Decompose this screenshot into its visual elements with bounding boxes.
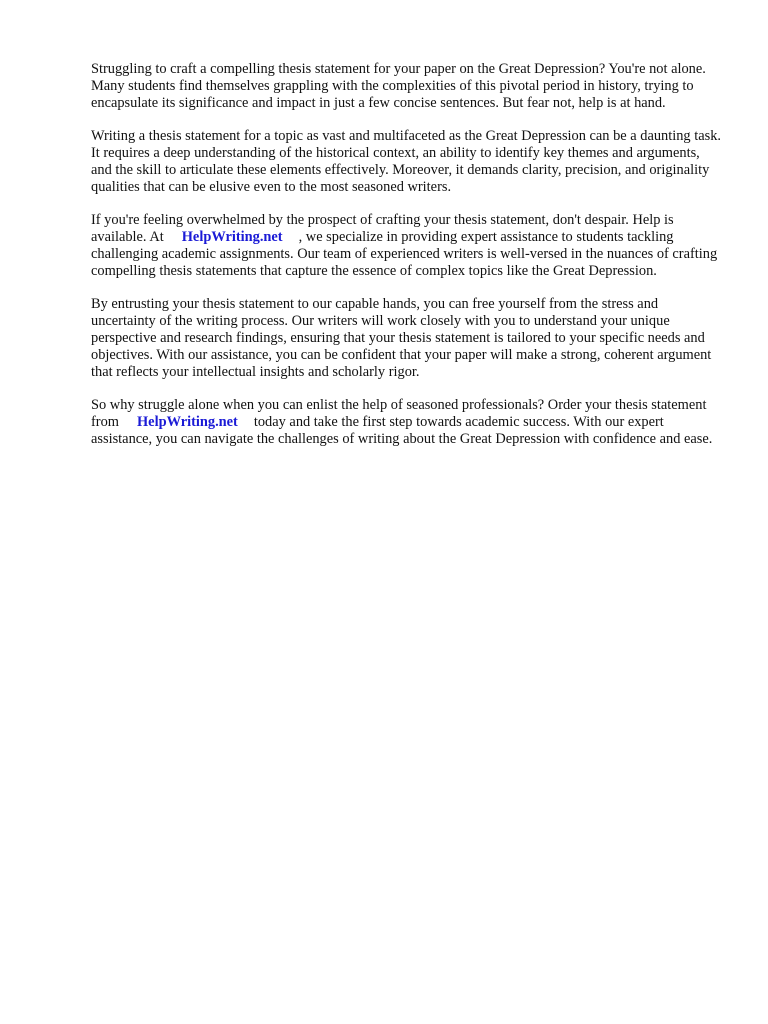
paragraph-cta-text-b: today and take the first step towards academic success. With our expert assistance, you can navigate the challenges of writing about the Great Depression with confidence and ease. xyxy=(91,414,713,447)
paragraph-service xyxy=(91,212,721,280)
paragraph-cta-text-a: So why struggle alone when you can enlist the help of seasoned professionals? Order your thesis statement from xyxy=(91,397,707,430)
paragraph-challenge-text-a: Writing a thesis statement for a topic as vast and multifaceted as the Great Depression can be a daunting task. It requires a deep understanding of the historical context, an ability to identify key themes and arguments, and the skill to articulate these elements effectively. Moreover, it demands clarity, precision, and originality xyxy=(91,128,722,178)
document-body xyxy=(91,61,721,464)
paragraph-benefits-text: By entrusting your thesis statement to our capable hands, you can free yourself from the stress and uncertainty of the writing process. Our writers will work closely with you to understand your unique perspective and research findings, ensuring that your thesis statement is tailored to your specific needs and objectives. With our assistance, you can be confident that your paper will make a strong, coherent argument that reflects your intellectual insights and scholarly rigor. xyxy=(91,296,712,380)
helpwriting-link[interactable]: HelpWriting.net xyxy=(181,229,283,245)
paragraph-benefits xyxy=(91,296,721,381)
paragraph-challenge-text-b: qualities that can be elusive even to the most seasoned writers. xyxy=(91,179,452,195)
paragraph-intro-text: Struggling to craft a compelling thesis statement for your paper on the Great Depression? You're not alone. Many students find themselves grappling with the complexities of this pivotal period in history, trying to encapsulate its significance and impact in just a few concise sentences. But fear not, help is at hand. xyxy=(91,61,706,111)
paragraph-service-text-a: If you're feeling overwhelmed by the prospect of crafting your thesis statement, don't despair. Help is available. At xyxy=(91,212,674,245)
paragraph-service-text-b: , we specialize in providing expert assistance to students tackling challenging academic assignments. Our team of experienced writers is well-versed in the nuances of crafting compelling thesis statements that capture the essence of complex topics like the Great Depression. xyxy=(91,229,718,279)
helpwriting-link-cta[interactable]: HelpWriting.net xyxy=(136,414,238,430)
paragraph-intro xyxy=(91,61,721,112)
paragraph-challenge xyxy=(91,128,721,196)
paragraph-call-to-action xyxy=(91,397,721,448)
